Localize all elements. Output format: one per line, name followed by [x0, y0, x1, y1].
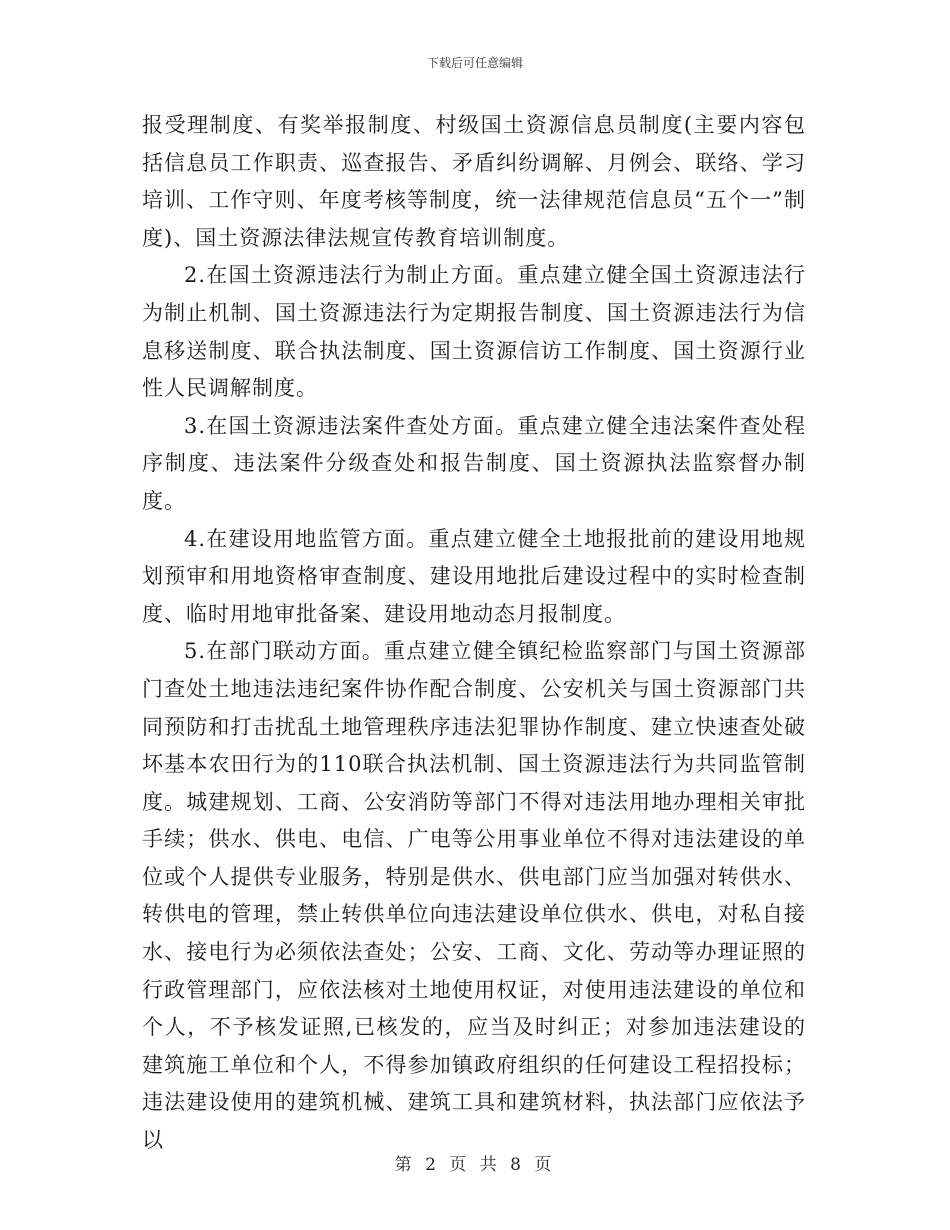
paragraph-item-5: 5.在部门联动方面。重点建立健全镇纪检监察部门与国土资源部门查处土地违法违纪案件协作配合制度、公安机关与国土资源部门共同预防和打击扰乱土地管理秩序违法犯罪协作制度、建立快速查处破坏基本农田行为的110联合执法机制、国土资源违法行为共同监管制度。城建规划、工商、公安消防等部门不得对违法用地办理相关审批手续；供水、供电、电信、广电等公用事业单位不得对违法建设的单位或个人提供专业服务，特别是供水、供电部门应当加强对转供水、转供电的管理，禁止转供单位向违法建设单位供水、供电，对私自接水、接电行为必须依法查处；公安、工商、文化、劳动等办理证照的行政管理部门，应依法核对土地使用权证，对使用违法建设的单位和个人，不予核发证照,已核发的，应当及时纠正；对参加违法建设的建筑施工单位和个人，不得参加镇政府组织的任何建设工程招投标；违法建设使用的建筑机械、建筑工具和建筑材料，执法部门应依法予以: [142, 639, 806, 1153]
page-number-footer: 第 2 页 共 8 页: [394, 1155, 556, 1175]
paragraph-continuation: 报受理制度、有奖举报制度、村级国土资源信息员制度(主要内容包括信息员工作职责、巡查报告、矛盾纠纷调解、月例会、联络、学习培训、工作守则、年度考核等制度，统一法律规范信息员“五个一”制度)、国土资源法律法规宣传教育培训制度。: [142, 113, 806, 250]
paragraph-item-3: 3.在国土资源违法案件查处方面。重点建立健全违法案件查处程序制度、违法案件分级查处和报告制度、国土资源执法监察督办制度。: [142, 413, 806, 513]
document-body: [142, 107, 806, 1160]
page-header: 下载后可任意编辑: [426, 56, 523, 70]
paragraph-item-4: 4.在建设用地监管方面。重点建立健全土地报批前的建设用地规划预审和用地资格审查制度、建设用地批后建设过程中的实时检查制度、临时用地审批备案、建设用地动态月报制度。: [142, 526, 806, 626]
paragraph-item-2: 2.在国土资源违法行为制止方面。重点建立健全国土资源违法行为制止机制、国土资源违法行为定期报告制度、国土资源违法行为信息移送制度、联合执法制度、国土资源信访工作制度、国土资源行业性人民调解制度。: [142, 263, 806, 401]
